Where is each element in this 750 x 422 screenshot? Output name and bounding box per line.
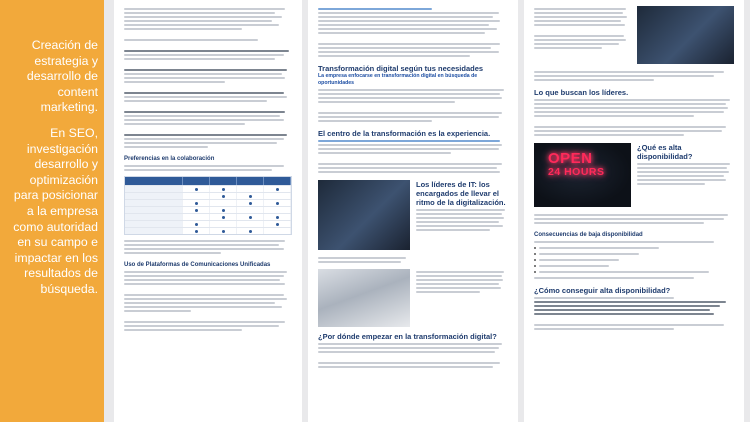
image-text-row: [318, 269, 508, 327]
table-heading: Preferencias en la colaboración: [124, 156, 215, 162]
team-meeting-image: [318, 180, 410, 250]
section-heading: Los líderes de IT: los encargados de llevar el ritmo de la digitalización.: [416, 180, 506, 207]
subheading: La empresa enfocarse en transformación digital en búsqueda de oportunidades: [318, 73, 478, 86]
promo-sidebar: [0, 0, 104, 422]
document-page-2: [308, 0, 518, 422]
preferences-table: [124, 176, 292, 235]
image-text-row: [318, 180, 508, 265]
section-heading: ¿Qué es alta disponibilidad?: [637, 143, 693, 161]
neon-sign-text: [548, 151, 605, 178]
document-page-1: [114, 0, 302, 422]
sign-line-open: OPEN: [548, 150, 593, 167]
sidebar-text-content-marketing: Creación de estrategia y desarrollo de content marketing.: [26, 38, 98, 115]
bullet-list: [534, 245, 734, 275]
section-heading: ¿Por dónde empezar en la transformación digital?: [318, 332, 497, 341]
section-heading: Lo que buscan los líderes.: [534, 88, 629, 97]
section-heading: Uso de Plataformas de Comunicaciones Unificadas: [124, 262, 271, 268]
section-heading: El centro de la transformación es la experiencia.: [318, 129, 491, 138]
laptop-image: [318, 269, 410, 327]
office-workers-image: [637, 6, 734, 64]
open-24-hours-sign-image: [534, 143, 631, 207]
image-text-row: [534, 6, 734, 64]
section-heading: Transformación digital según tus necesidades: [318, 64, 484, 73]
section-heading: Consecuencias de baja disponibilidad: [534, 232, 643, 238]
sign-line-hours: 24 HOURS: [548, 166, 605, 178]
sidebar-text-seo: En SEO, investigación desarrollo y optimización para posicionar a la empresa como autoridad en su campo e impactar en los resultados de búsqueda.: [13, 125, 98, 296]
image-text-row: [534, 143, 734, 207]
document-page-3: [524, 0, 744, 422]
section-heading: ¿Cómo conseguir alta disponibilidad?: [534, 286, 671, 295]
text-block: [124, 8, 292, 148]
